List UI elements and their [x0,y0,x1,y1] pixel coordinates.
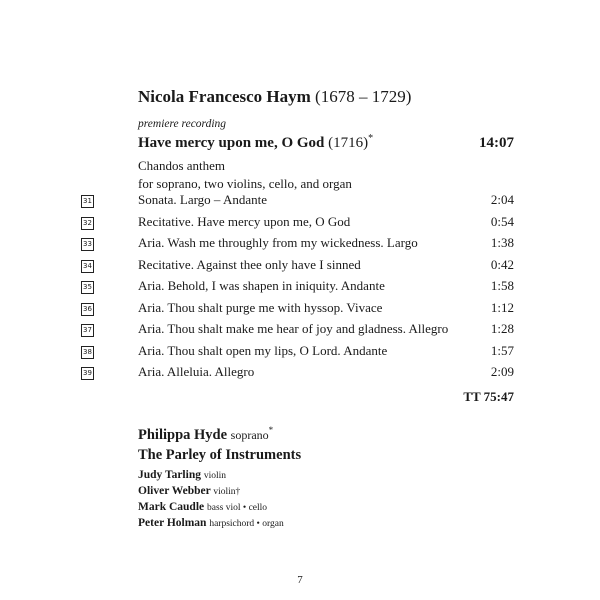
track-row [0,257,600,279]
musician-instrument: violin† [213,487,241,497]
track-row [0,300,600,322]
track-number: 35 [81,281,94,294]
track-number: 38 [81,346,94,359]
track-row [0,343,600,365]
composer-heading [138,87,411,107]
track-number: 39 [81,367,94,380]
musician-instrument: bass viol • cello [207,503,268,513]
musician-instrument: harpsichord • organ [209,519,284,529]
soloist [138,427,273,444]
page-number: 7 [297,574,303,586]
soloist-marker: * [268,425,274,436]
track-duration: 0:42 [490,256,514,272]
musician-row [138,469,226,481]
soloist-role: soprano [230,428,269,442]
total-time: TT 75:47 [463,389,514,404]
track-number: 37 [81,324,94,337]
work-title [138,135,373,152]
musician-name: Oliver Webber [138,485,211,497]
track-row [0,278,600,300]
track-duration: 1:58 [490,278,514,293]
track-duration: 2:04 [490,192,514,207]
track-row [0,192,600,214]
track-row [0,235,600,257]
track-title: Aria. Thou shalt purge me with hyssop. Vivace [138,299,383,315]
track-number: 32 [81,217,94,230]
track-number: 31 [81,195,94,208]
musician-row [138,517,284,529]
track-title: Aria. Alleluia. Allegro [138,364,255,379]
track-title: Aria. Behold, I was shapen in iniquity. Andante [138,278,385,293]
track-row [0,321,600,343]
musician-instrument: violin [203,471,227,481]
track-row [0,214,600,236]
work-marker: * [368,133,374,144]
track-title: Aria. Wash me throughly from my wickedness. Largo [138,235,418,250]
track-duration: 1:28 [490,321,514,336]
track-duration: 1:12 [490,299,514,315]
track-title: Recitative. Against thee only have I sinned [138,256,361,272]
work-year: (1716) [328,135,369,151]
track-number: 33 [81,238,94,251]
musician-name: Judy Tarling [138,469,201,481]
track-duration: 1:57 [490,342,514,358]
track-number: 34 [81,260,94,273]
track-title: Recitative. Have mercy upon me, O God [138,213,351,229]
track-row [0,364,600,386]
track-duration: 0:54 [490,213,514,229]
composer-dates: (1678 – 1729) [315,87,412,106]
track-list [0,192,600,386]
track-title: Aria. Thou shalt make me hear of joy and gladness. Allegro [138,321,449,336]
musician-row [138,501,267,513]
track-number: 36 [81,303,94,316]
musician-name: Peter Holman [138,517,207,529]
composer-name: Nicola Francesco Haym [138,87,311,106]
work-duration: 14:07 [479,135,514,151]
track-title: Sonata. Largo – Andante [138,192,268,207]
musician-row [138,485,240,497]
track-title: Aria. Thou shalt open my lips, O Lord. Andante [138,342,388,358]
soloist-name: Philippa Hyde [138,427,228,443]
work-scoring: for soprano, two violins, cello, and organ [138,176,352,191]
premiere-label: premiere recording [138,118,227,130]
track-duration: 2:09 [490,364,514,379]
track-duration: 1:38 [490,235,514,250]
musician-name: Mark Caudle [138,501,205,513]
work-title-text: Have mercy upon me, O God [138,135,325,151]
work-subtitle: Chandos anthem [138,158,226,173]
ensemble-name: The Parley of Instruments [138,447,302,463]
